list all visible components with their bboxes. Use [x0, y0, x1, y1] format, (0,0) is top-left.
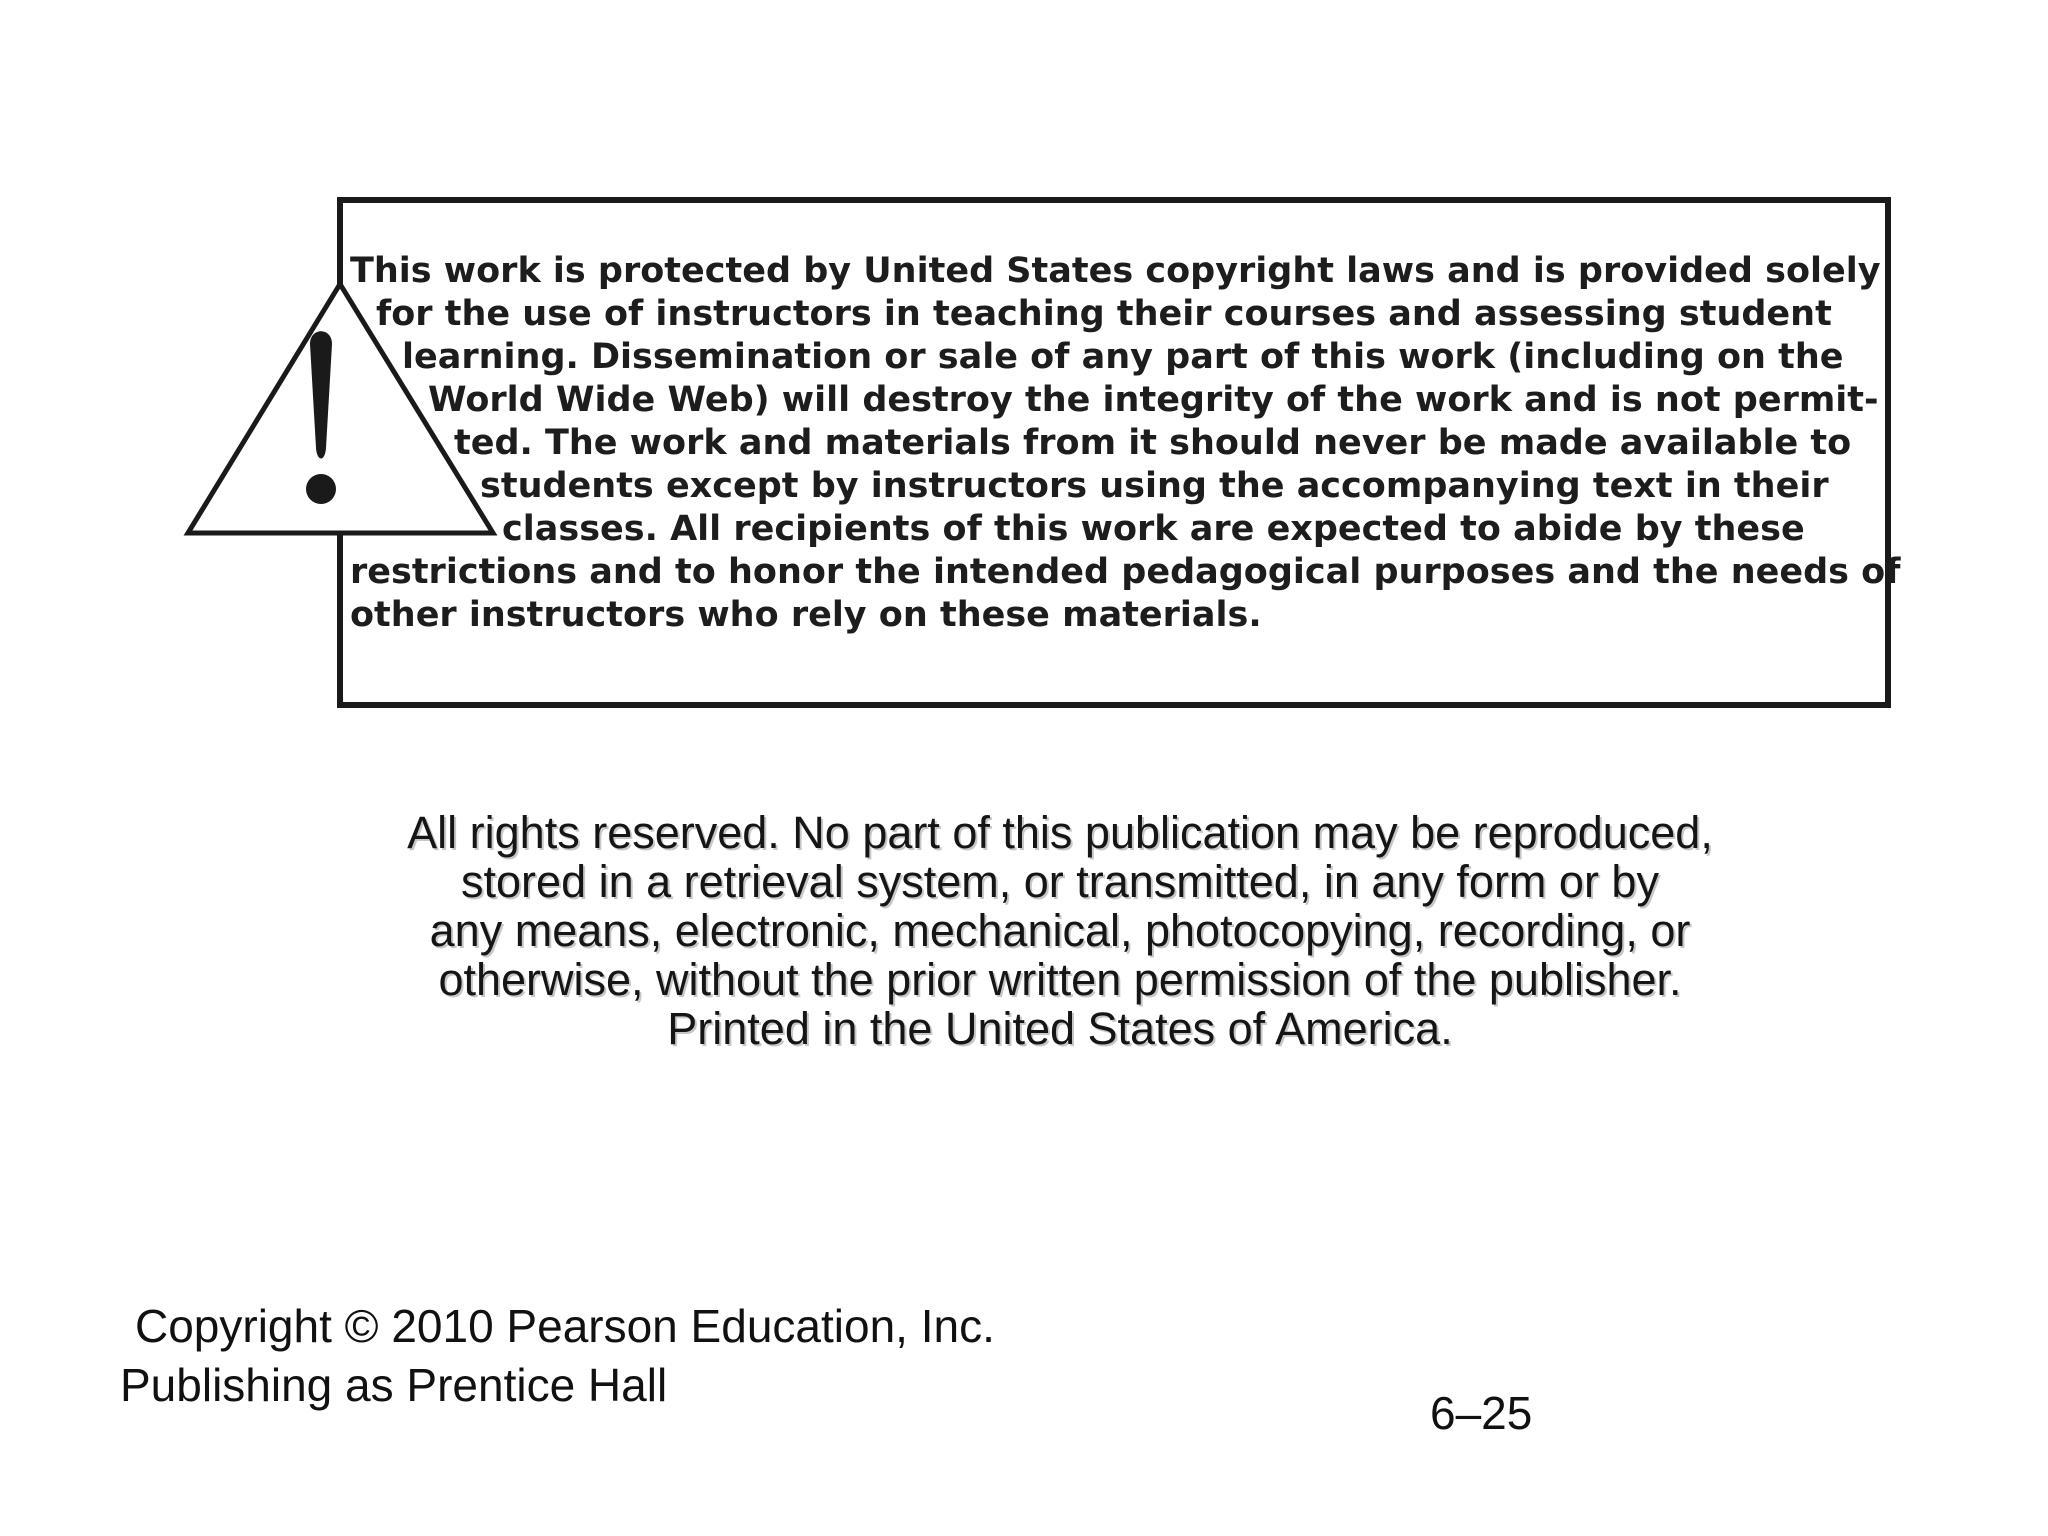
footer-copyright-block: [120, 1297, 1120, 1415]
copyright-warning-line: learning. Dissemination or sale of any part of this work (including on the: [402, 337, 1844, 377]
rights-statement-line: otherwise, without the prior written permission of the publisher.: [438, 954, 1682, 1005]
rights-statement-line: Printed in the United States of America.: [667, 1003, 1453, 1054]
copyright-warning-line: for the use of instructors in teaching their courses and assessing student: [376, 294, 1832, 334]
slide-number: 6–25: [1430, 1387, 1533, 1439]
copyright-warning-text: [350, 250, 1901, 637]
copyright-warning-line: restrictions and to honor the intended pedagogical purposes and the needs of: [350, 552, 1901, 592]
rights-statement-line: All rights reserved. No part of this publication may be reproduced,: [407, 807, 1713, 858]
rights-statement-line: stored in a retrieval system, or transmitted, in any form or by: [461, 856, 1659, 907]
copyright-warning-line: ted. The work and materials from it should never be made available to: [454, 423, 1852, 463]
copyright-warning-line: students except by instructors using the accompanying text in their: [480, 466, 1829, 506]
rights-statement-line: any means, electronic, mechanical, photocopying, recording, or: [429, 905, 1691, 956]
rights-reserved-statement: [300, 808, 1820, 1053]
copyright-warning-line: classes. All recipients of this work are expected to abide by these: [502, 509, 1805, 549]
footer-publisher: Publishing as Prentice Hall: [120, 1359, 668, 1411]
copyright-warning-line: World Wide Web) will destroy the integrity of the work and is not permit-: [428, 380, 1879, 420]
footer-copyright: Copyright © 2010 Pearson Education, Inc.: [135, 1300, 995, 1352]
copyright-warning-line: This work is protected by United States copyright laws and is provided solely: [350, 251, 1881, 291]
copyright-warning-notice: [180, 188, 1900, 728]
exclamation-dot-icon: [306, 474, 336, 504]
copyright-warning-line: other instructors who rely on these materials.: [350, 595, 1262, 635]
